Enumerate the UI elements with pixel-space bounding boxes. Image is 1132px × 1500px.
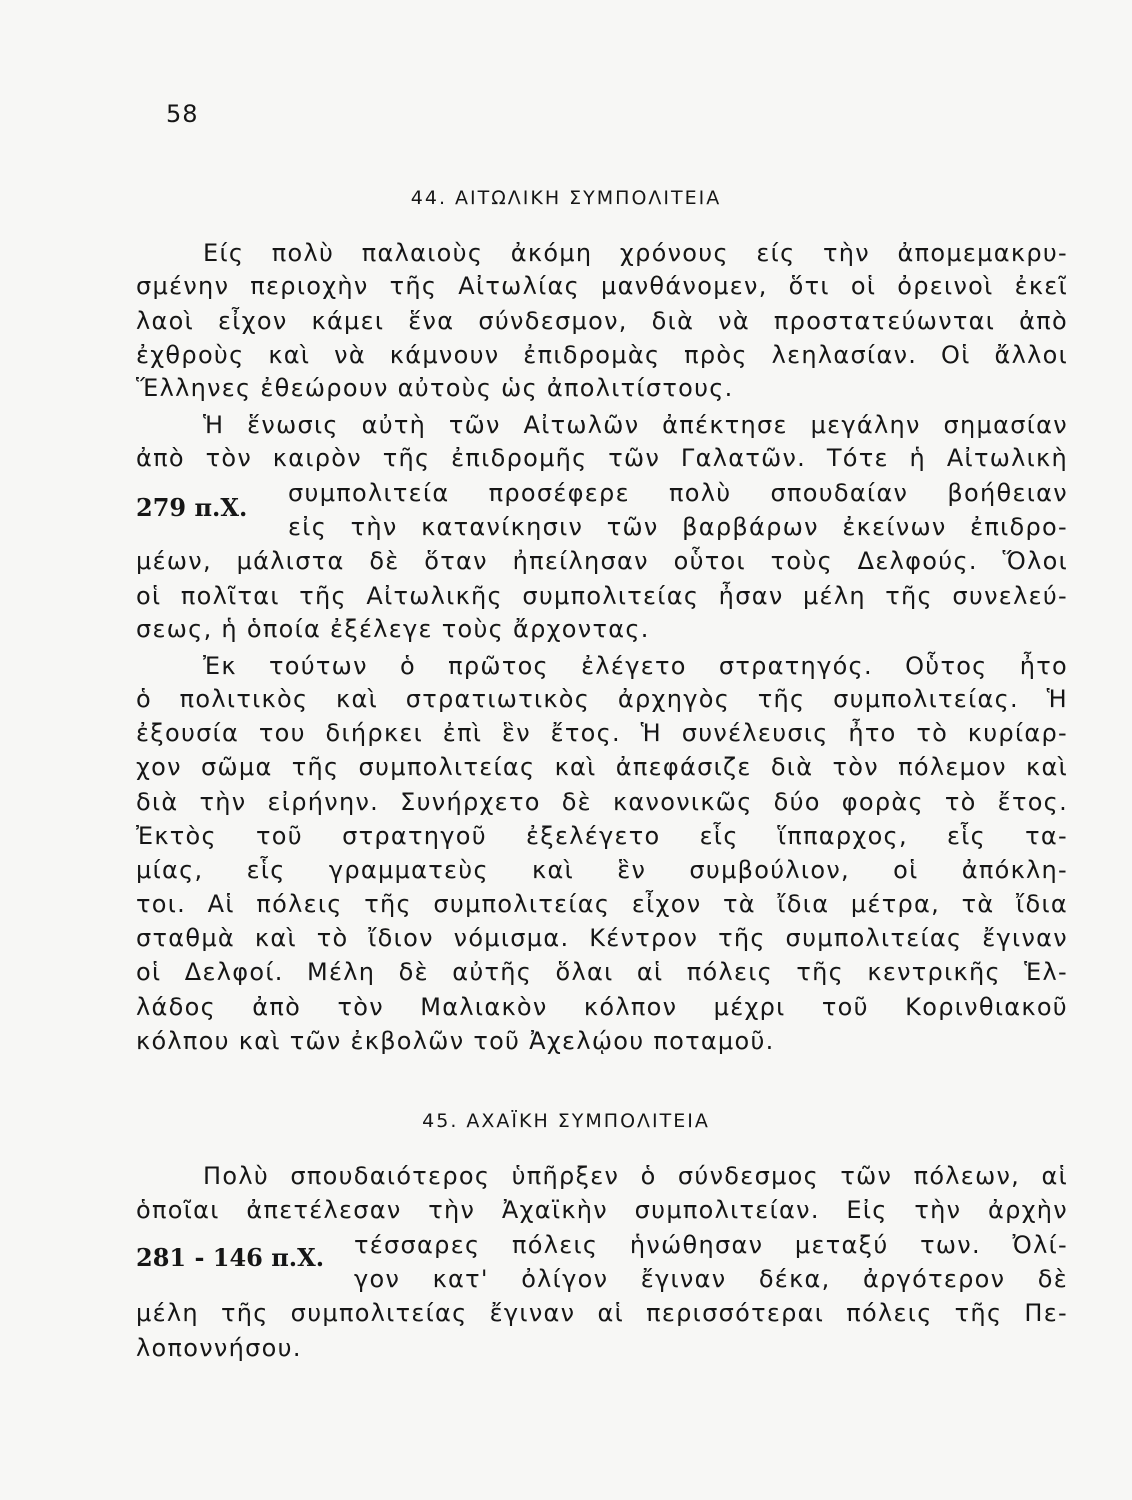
text-line: Ἕλληνες ἐθεώρουν αὐτοὺς ὡς ἀπολιτίστους. [136, 374, 734, 402]
margin-date-279: 279 π.Χ. [136, 493, 248, 522]
text-line: Ἐκ τούτων ὁ πρῶτος ἐλέγετο στρατηγός. Οὗτος ἦτο [203, 652, 1068, 680]
text-line: ὁ πολιτικὸς καὶ στρατιωτικὸς ἀρχηγὸς τῆς συμπολιτείας. Ἡ [136, 685, 1068, 713]
text-line: εἰς τὴν κατανίκησιν τῶν βαρβάρων ἐκείνων ἐπιδρο- [288, 513, 1068, 541]
text-line: λάδος ἀπὸ τὸν Μαλιακὸν κόλπον μέχρι τοῦ Κορινθιακοῦ [136, 993, 1068, 1021]
text-line: Είς πολὺ παλαιοὺς ἀκόμη χρόνους είς τὴν ἀπομεμακρυ- [203, 239, 1068, 267]
text-line: σμένην περιοχὴν τῆς Αἰτωλίας μανθάνομεν, ὅτι οἱ ὀρεινοὶ ἐκεῖ [136, 272, 1068, 300]
text-line: μίας, εἷς γραμματεὺς καὶ ἓν συμβούλιον, οἱ ἀπόκλη- [136, 856, 1068, 884]
text-line: ἀπὸ τὸν καιρὸν τῆς ἐπιδρομῆς τῶν Γαλατῶν. Τότε ἡ Αἰτωλικὴ [136, 444, 1068, 472]
text-line: μέλη τῆς συμπολιτείας ἔγιναν αἱ περισσότεραι πόλεις τῆς Πε- [136, 1299, 1068, 1327]
text-line: συμπολιτεία προσέφερε πολὺ σπουδαίαν βοήθειαν [288, 479, 1068, 507]
page-number: 58 [166, 100, 199, 128]
text-line: σεως, ἡ ὁποία ἐξέλεγε τοὺς ἄρχοντας. [136, 615, 650, 643]
margin-date-281-146: 281 - 146 π.Χ. [136, 1243, 325, 1272]
text-line: οἱ πολῖται τῆς Αἰτωλικῆς συμπολιτείας ἦσαν μέλη τῆς συνελεύ- [136, 582, 1068, 610]
text-line: οἱ Δελφοί. Μέλη δὲ αὐτῆς ὅλαι αἱ πόλεις τῆς κεντρικῆς Ἑλ- [136, 958, 1068, 986]
text-line: διὰ τὴν εἰρήνην. Συνήρχετο δὲ κανονικῶς δύο φορὰς τὸ ἔτος. [136, 788, 1068, 816]
text-line: μέων, μάλιστα δὲ ὅταν ἠπείλησαν οὗτοι τοὺς Δελφούς. Ὅλοι [136, 547, 1068, 575]
text-line: χον σῶμα τῆς συμπολιτείας καὶ ἀπεφάσιζε διὰ τὸν πόλεμον καὶ [136, 753, 1068, 781]
text-line: λαοὶ εἶχον κάμει ἕνα σύνδεσμον, διὰ νὰ προστατεύωνται ἀπὸ [136, 307, 1068, 335]
text-line: σταθμὰ καὶ τὸ ἴδιον νόμισμα. Κέντρον τῆς συμπολιτείας ἔγιναν [136, 924, 1068, 952]
text-line: ἐχθροὺς καὶ νὰ κάμνουν ἐπιδρομὰς πρὸς λεηλασίαν. Οἱ ἄλλοι [136, 341, 1068, 369]
text-line: κόλπου καὶ τῶν ἐκβολῶν τοῦ Ἀχελῴου ποταμοῦ. [136, 1027, 775, 1055]
text-line: Πολὺ σπουδαιότερος ὑπῆρξεν ὁ σύνδεσμος τῶν πόλεων, αἱ [203, 1162, 1068, 1190]
text-line: τοι. Αἱ πόλεις τῆς συμπολιτείας εἶχον τὰ ἴδια μέτρα, τὰ ἴδια [136, 890, 1068, 918]
text-line: Ἐκτὸς τοῦ στρατηγοῦ ἐξελέγετο εἷς ἵππαρχος, εἷς τα- [136, 822, 1068, 850]
text-line: λοποννήσου. [136, 1334, 302, 1362]
text-line: γον κατ' ὀλίγον ἔγιναν δέκα, ἀργότερον δὲ [354, 1265, 1068, 1293]
text-line: Ἡ ἕνωσις αὐτὴ τῶν Αἰτωλῶν ἀπέκτησε μεγάλην σημασίαν [203, 411, 1068, 439]
section-heading-44: 44. ΑΙΤΩΛΙΚΗ ΣΥΜΠΟΛΙΤΕΙΑ [410, 187, 722, 209]
text-line: ὁποῖαι ἀπετέλεσαν τὴν Ἀχαϊκὴν συμπολιτείαν. Εἰς τὴν ἀρχὴν [136, 1196, 1068, 1224]
text-line: ἐξουσία του διήρκει ἐπὶ ἓν ἔτος. Ἡ συνέλευσις ἦτο τὸ κυρίαρ- [136, 719, 1068, 747]
text-line: τέσσαρες πόλεις ἡνώθησαν μεταξύ των. Ὀλί- [354, 1231, 1068, 1259]
section-heading-45: 45. ΑΧΑΪΚΗ ΣΥΜΠΟΛΙΤΕΙΑ [422, 1110, 710, 1132]
